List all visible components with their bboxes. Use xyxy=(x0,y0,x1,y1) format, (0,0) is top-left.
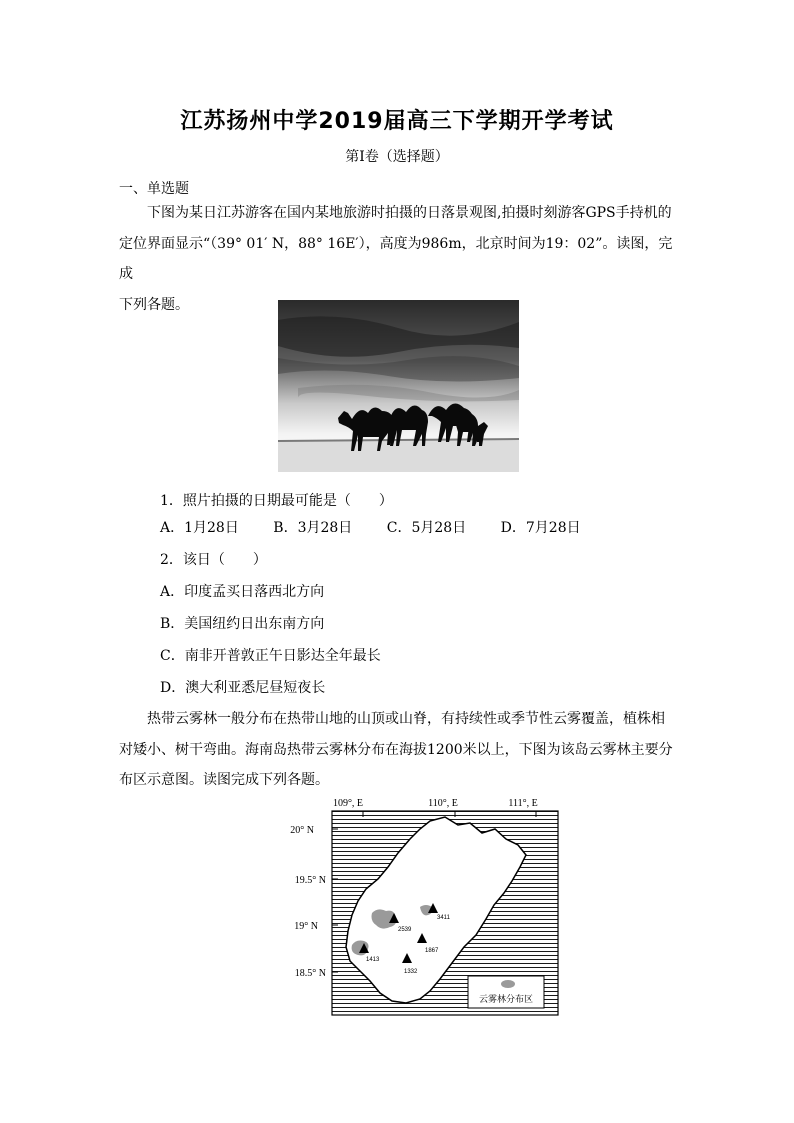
question-2-option-b: B．美国纽约日出东南方向 xyxy=(160,616,325,632)
peak-label-1413: 1413 xyxy=(366,957,380,963)
question-1-option-c: C．5月28日 xyxy=(386,520,467,536)
lon-label-110: 110°, E xyxy=(428,798,458,809)
peak-label-1867: 1867 xyxy=(425,948,439,954)
question-2-option-a: A．印度孟买日落西北方向 xyxy=(160,584,325,600)
passage-2-line: 布区示意图。读图完成下列各题。 xyxy=(119,772,329,788)
passage-2-line: 对矮小、树干弯曲。海南岛热带云雾林分布在海拔1200米以上，下图为该岛云雾林主要分 xyxy=(119,741,673,758)
passage-2-line: 热带云雾林一般分布在热带山地的山顶或山脊，有持续性或季节性云雾覆盖，植株相 xyxy=(147,711,665,727)
lat-label-19-5: 19.5° N xyxy=(294,875,326,886)
passage-1-line: 下列各题。 xyxy=(119,296,189,313)
question-2-stem: 2．该日（ ） xyxy=(160,552,267,568)
lon-label-111: 111°, E xyxy=(508,798,538,809)
hainan-cloud-forest-map xyxy=(280,795,562,1023)
peak-label-2539: 2539 xyxy=(398,927,412,933)
legend-label: 云雾林分布区 xyxy=(478,995,534,1005)
question-1-option-d: D．7月28日 xyxy=(500,520,581,536)
passage-1-line: 定位界面显示“（39° 01′ N，88° 16E′），高度为986m，北京时间为19：02”。读图，完成 xyxy=(119,235,673,282)
question-1-option-b: B．3月28日 xyxy=(273,520,353,536)
sunset-camel-photo xyxy=(278,300,519,472)
peak-label-1332: 1332 xyxy=(404,969,418,975)
lat-label-19: 19° N xyxy=(294,921,318,932)
map-legend xyxy=(468,976,544,1008)
lat-label-18-5: 18.5° N xyxy=(294,968,326,979)
question-2-option-d: D．澳大利亚悉尼昼短夜长 xyxy=(160,680,326,696)
question-1-option-a: A．1月28日 xyxy=(160,520,239,536)
lat-label-20: 20° N xyxy=(290,825,314,836)
peak-label-3411: 3411 xyxy=(437,915,450,921)
section-heading: 一、单选题 xyxy=(119,181,189,197)
exam-subtitle: 第Ⅰ卷（选择题） xyxy=(345,149,449,165)
question-2-option-c: C．南非开普敦正午日影达全年最长 xyxy=(160,648,381,664)
question-1-options xyxy=(160,517,611,537)
question-1-stem: 1．照片拍摄的日期最可能是（ ） xyxy=(160,493,393,509)
passage-1-line: 下图为某日江苏游客在国内某地旅游时拍摄的日落景观图,拍摄时刻游客GPS手持机的 xyxy=(147,205,672,221)
exam-title: 江苏扬州中学2019届高三下学期开学考试 xyxy=(180,109,614,134)
lon-label-109: 109°, E xyxy=(332,798,364,809)
passage-2 xyxy=(119,704,679,796)
